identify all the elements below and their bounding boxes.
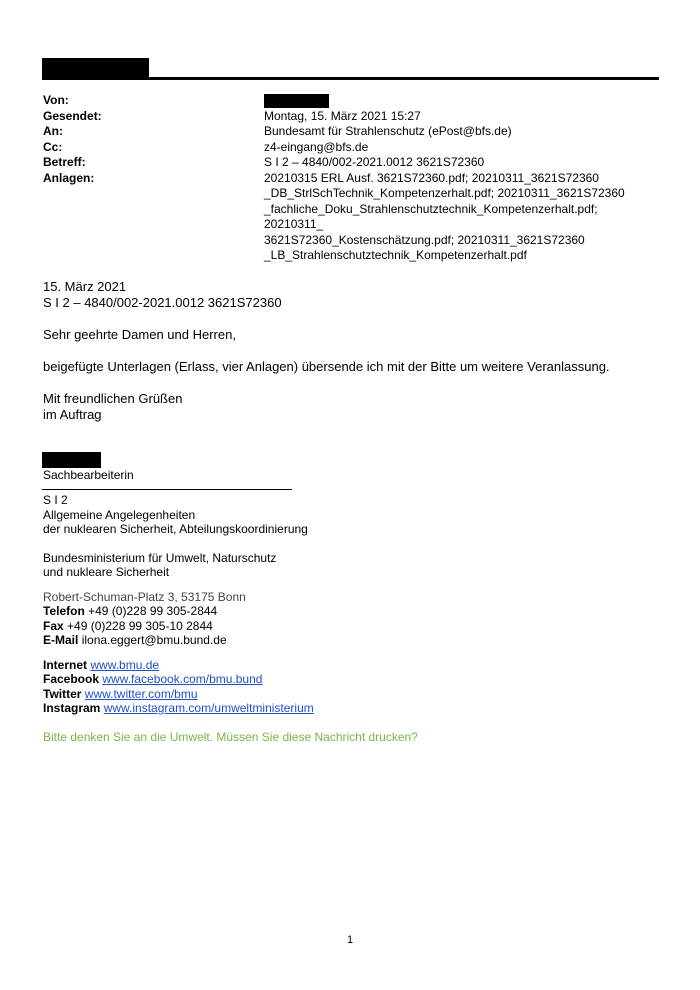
telefon-line [43, 604, 683, 619]
betreff-label: Betreff: [43, 155, 86, 169]
anlagen-label: Anlagen: [43, 170, 95, 185]
gesendet-label: Gesendet: [43, 108, 102, 123]
address: Robert-Schuman-Platz 3, 53175 Bonn [43, 589, 246, 604]
role-text: Sachbearbeiterin [43, 468, 134, 482]
twitter-label: Twitter [43, 686, 82, 701]
signature-block [43, 493, 683, 744]
email-line [43, 633, 683, 648]
header-row-gesendet [43, 109, 663, 125]
facebook-link[interactable]: www.facebook.com/bmu.bund [102, 672, 263, 686]
cc-value: z4-eingang@bfs.de [264, 139, 369, 154]
an-value: Bundesamt für Strahlenschutz (ePost@bfs.de) [264, 124, 512, 138]
header-row-von [43, 93, 663, 109]
closing-im-auftrag: im Auftrag [43, 407, 102, 422]
signature-divider [42, 489, 292, 490]
telefon-value: +49 (0)228 99 305-2844 [88, 604, 218, 618]
environment-note: Bitte denken Sie an die Umwelt. Müssen Sie diese Nachricht drucken? [43, 729, 418, 744]
message-body [43, 279, 663, 423]
redacted-sender-name [42, 58, 149, 78]
von-value-redacted [264, 93, 659, 109]
ministry-line-2: und nukleare Sicherheit [43, 565, 170, 579]
message-text: beigefügte Unterlagen (Erlass, vier Anlagen) übersende ich mit der Bitte um weitere Veranlassung. [43, 359, 610, 374]
internet-line [43, 658, 683, 673]
fax-label: Fax [43, 618, 64, 633]
header-row-anlagen [43, 171, 663, 264]
attachment-line: _LB_Strahlenschutztechnik_Kompetenzerhalt.pdf [264, 248, 527, 262]
header-row-cc [43, 140, 663, 156]
gesendet-value: Montag, 15. März 2021 15:27 [264, 108, 421, 123]
email-header [43, 93, 663, 264]
attachment-line: _DB_StrlSchTechnik_Kompetenzerhalt.pdf; 20210311_3621S72360 [264, 186, 625, 200]
salutation: Sehr geehrte Damen und Herren, [43, 327, 236, 342]
fax-line [43, 619, 683, 634]
von-label: Von: [43, 93, 69, 107]
ministry-line-1: Bundesministerium für Umwelt, Naturschutz [43, 550, 277, 565]
unit-description-1: Allgemeine Angelegenheiten [43, 507, 196, 522]
betreff-value: S I 2 – 4840/002-2021.0012 3621S72360 [264, 155, 485, 169]
attachment-line: 3621S72360_Kostenschätzung.pdf; 20210311_3621S72360 [264, 232, 585, 247]
internet-label: Internet [43, 657, 88, 672]
closing-greeting: Mit freundlichen Grüßen [43, 391, 183, 406]
page-number: 1 [346, 934, 354, 946]
instagram-link[interactable]: www.instagram.com/umweltministerium [103, 701, 314, 715]
unit-code: S I 2 [43, 493, 68, 507]
instagram-label: Instagram [43, 701, 101, 715]
email-label: E-Mail [43, 633, 79, 647]
facebook-label: Facebook [43, 672, 100, 686]
unit-description-2: der nuklearen Sicherheit, Abteilungskoordinierung [43, 522, 308, 536]
twitter-link[interactable]: www.twitter.com/bmu [84, 686, 198, 701]
redacted-signature-name [42, 452, 101, 468]
signature-role [43, 468, 683, 483]
anlagen-value [264, 171, 659, 264]
email-value: ilona.eggert@bmu.bund.de [81, 633, 227, 647]
internet-link[interactable]: www.bmu.de [90, 657, 160, 672]
twitter-line [43, 687, 683, 702]
fax-value: +49 (0)228 99 305-10 2844 [67, 618, 213, 633]
cc-label: Cc: [43, 139, 63, 154]
letter-reference: S I 2 – 4840/002-2021.0012 3621S72360 [43, 295, 282, 310]
an-label: An: [43, 124, 63, 138]
header-rule [42, 77, 659, 80]
header-row-betreff [43, 155, 663, 171]
header-row-an [43, 124, 663, 140]
letter-date: 15. März 2021 [43, 279, 127, 294]
telefon-label: Telefon [43, 604, 85, 618]
attachment-line: _fachliche_Doku_Strahlenschutztechnik_Kompetenzerhalt.pdf; 20210311_ [264, 201, 598, 231]
instagram-line [43, 701, 683, 716]
facebook-line [43, 672, 683, 687]
attachment-line: 20210315 ERL Ausf. 3621S72360.pdf; 20210311_3621S72360 [264, 170, 599, 185]
